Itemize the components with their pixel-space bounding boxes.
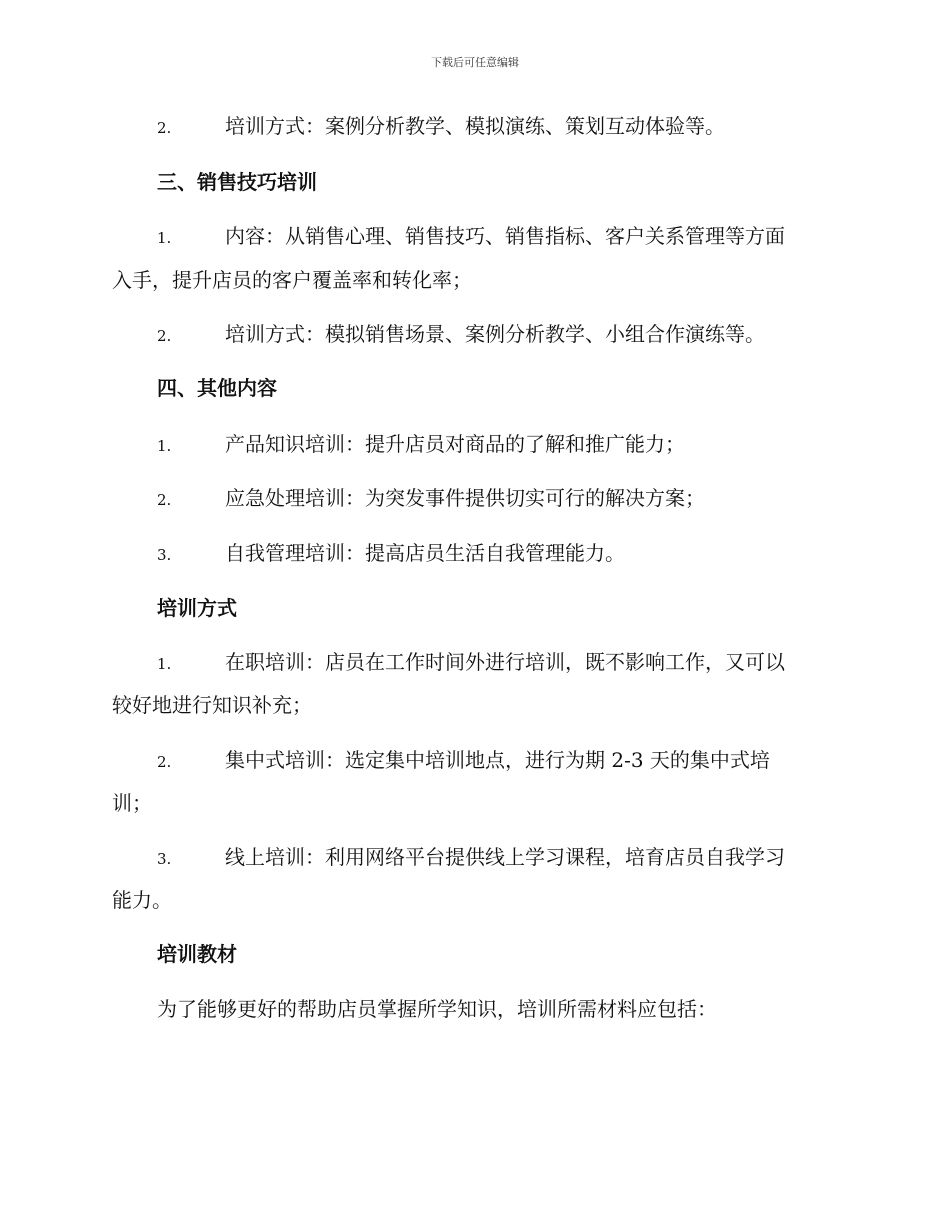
list-item-text: 集中式培训：选定集中培训地点，进行为期 2-3 天的集中式培 <box>225 748 770 772</box>
list-number: 3. <box>157 850 172 868</box>
list-item-continuation: 训； <box>112 791 152 815</box>
paragraph: 为了能够更好的帮助店员掌握所学知识，培训所需材料应包括： <box>157 997 717 1021</box>
section-heading: 三、销售技巧培训 <box>157 170 317 194</box>
list-item-text: 自我管理培训：提高店员生活自我管理能力。 <box>225 541 625 565</box>
list-item-continuation: 能力。 <box>112 888 172 912</box>
list-number: 1. <box>157 655 172 673</box>
list-item-continuation: 较好地进行知识补充； <box>112 693 312 717</box>
list-number: 2. <box>157 491 172 509</box>
header-note: 下载后可任意编辑 <box>431 56 519 69</box>
list-item-text: 培训方式：模拟销售场景、案例分析教学、小组合作演练等。 <box>225 322 765 346</box>
list-item-text: 培训方式：案例分析教学、模拟演练、策划互动体验等。 <box>225 114 725 138</box>
section-heading: 培训方式 <box>157 596 237 620</box>
list-item-continuation: 入手，提升店员的客户覆盖率和转化率； <box>112 268 472 292</box>
section-heading: 四、其他内容 <box>157 376 277 400</box>
list-number: 2. <box>157 327 172 345</box>
list-item-text: 产品知识培训：提升店员对商品的了解和推广能力； <box>225 432 685 456</box>
list-item-text: 线上培训：利用网络平台提供线上学习课程，培育店员自我学习 <box>225 845 785 869</box>
list-number: 3. <box>157 546 172 564</box>
list-number: 2. <box>157 119 172 137</box>
list-item-text: 应急处理培训：为突发事件提供切实可行的解决方案； <box>225 486 705 510</box>
list-number: 1. <box>157 229 172 247</box>
section-heading: 培训教材 <box>157 942 237 966</box>
list-number: 1. <box>157 437 172 455</box>
list-item-text: 在职培训：店员在工作时间外进行培训，既不影响工作，又可以 <box>225 650 785 674</box>
list-item-text: 内容：从销售心理、销售技巧、销售指标、客户关系管理等方面 <box>225 224 785 248</box>
list-number: 2. <box>157 753 172 771</box>
